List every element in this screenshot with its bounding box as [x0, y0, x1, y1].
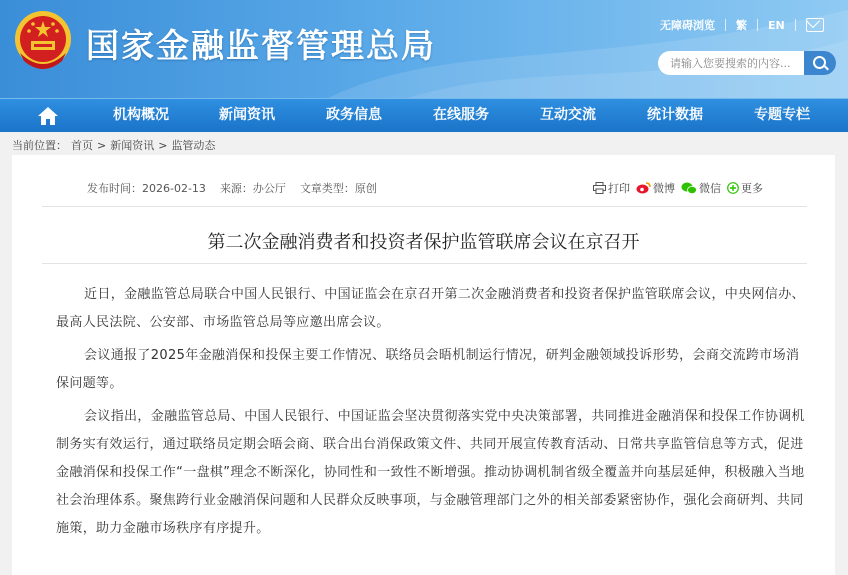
- mail-icon[interactable]: [806, 18, 824, 32]
- article-body: [56, 281, 806, 548]
- divider: [757, 19, 758, 31]
- meta-divider: [42, 206, 807, 207]
- divider: [795, 19, 796, 31]
- traditional-chinese-link[interactable]: 繁: [736, 19, 747, 32]
- article-paragraph: 会议通报了2025年金融消保和投保主要工作情况、联络员会晤机制运行情况，研判金融领域投诉形势，会商交流跨市场消保问题等。: [56, 348, 800, 391]
- breadcrumb-separator: >: [158, 139, 168, 152]
- english-link[interactable]: EN: [768, 18, 785, 32]
- print-label: 打印: [608, 182, 630, 195]
- search-button[interactable]: [804, 51, 836, 75]
- accessible-browse-link[interactable]: 无障碍浏览: [660, 19, 715, 32]
- article-panel: [12, 155, 835, 575]
- breadcrumb-label: 当前位置：: [12, 139, 67, 152]
- article-title: 第二次金融消费者和投资者保护监管联席会议在京召开: [207, 232, 640, 253]
- nav-item-gov-info[interactable]: 政务信息: [326, 107, 382, 123]
- breadcrumb: [12, 137, 219, 153]
- search-input[interactable]: [658, 51, 810, 75]
- home-icon[interactable]: [37, 106, 59, 126]
- national-emblem-logo[interactable]: [12, 9, 74, 73]
- article-type: 文章类型：原创: [299, 182, 377, 195]
- article-source: 来源：办公厅: [219, 182, 286, 195]
- weibo-icon: [636, 182, 651, 194]
- weibo-label: 微博: [653, 182, 675, 195]
- title-divider: [42, 263, 807, 264]
- nav-item-about[interactable]: 机构概况: [113, 107, 169, 123]
- article-paragraph: 近日，金融监管总局联合中国人民银行、中国证监会在京召开第二次金融消费者和投资者保护监管联席会议，中央网信办、最高人民法院、公安部、市场监管总局等应邀出席会议。: [56, 287, 805, 330]
- search-box: [658, 51, 836, 75]
- wechat-label: 微信: [699, 182, 721, 195]
- article-meta: [87, 180, 391, 196]
- main-nav: [0, 98, 848, 132]
- site-title[interactable]: 国家金融监督管理总局: [86, 26, 436, 65]
- nav-item-interaction[interactable]: 互动交流: [540, 107, 596, 123]
- divider: [725, 19, 726, 31]
- wechat-icon: [681, 182, 697, 194]
- nav-item-topics[interactable]: 专题专栏: [754, 107, 810, 123]
- nav-item-online-service[interactable]: 在线服务: [433, 107, 489, 123]
- top-links: [660, 16, 824, 34]
- plus-circle-icon: [727, 182, 739, 194]
- wechat-share-button[interactable]: [681, 180, 721, 196]
- breadcrumb-news[interactable]: 新闻资讯: [110, 139, 155, 152]
- search-icon: [813, 56, 826, 69]
- printer-icon: [593, 182, 606, 194]
- more-share-button[interactable]: [727, 180, 763, 196]
- article-paragraph: 会议指出，金融监管总局、中国人民银行、中国证监会坚决贯彻落实党中央决策部署，共同推进金融消保和投保工作协调机制务实有效运行，通过联络员定期会晤会商、联合出台消保政策文件、共同开展宣传教育活动、日常共享监管信息等方式，促进金融消保和投保工作“一盘棋”理念不断深化，协同性和一致性不断增强。推动协调机制省级全覆盖并向基层延伸，积极融入当地社会治理体系。聚焦跨行业金融消保问题和人民群众反映事项，与金融管理部门之外的相关部委紧密协作，强化会商研判、共同施策，助力金融市场秩序有序提升。: [56, 409, 805, 536]
- breadcrumb-home[interactable]: 首页: [71, 139, 93, 152]
- weibo-share-button[interactable]: [636, 180, 675, 196]
- share-bar: [593, 180, 769, 196]
- breadcrumb-separator: >: [97, 139, 107, 152]
- more-label: 更多: [741, 182, 763, 195]
- nav-item-news[interactable]: 新闻资讯: [219, 107, 275, 123]
- site-header: [0, 0, 848, 98]
- nav-item-statistics[interactable]: 统计数据: [647, 107, 703, 123]
- breadcrumb-current[interactable]: 监管动态: [171, 139, 216, 152]
- publish-time: 发布时间：2026-02-13: [87, 182, 206, 195]
- print-button[interactable]: [593, 180, 630, 196]
